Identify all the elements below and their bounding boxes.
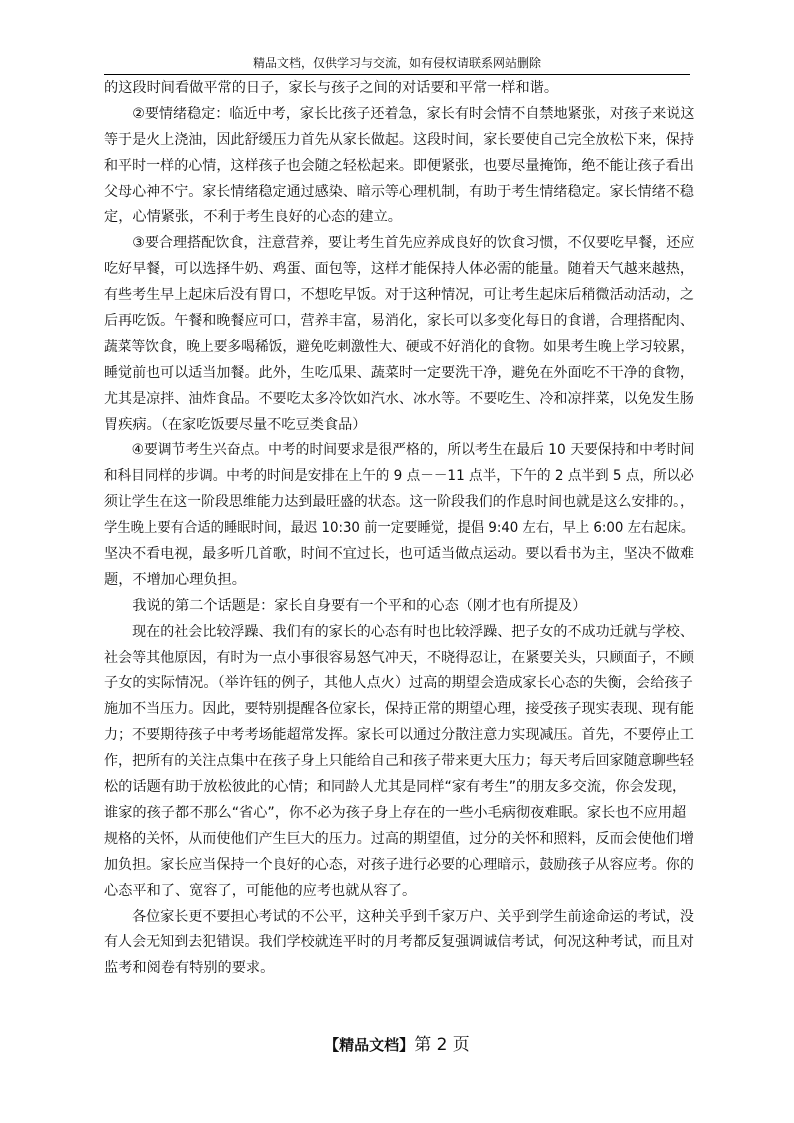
text-line: 社会等其他原因，有时为一点小事很容易怒气冲天，不晓得忍让，在紧要关头，只顾面子，不顾 bbox=[104, 649, 694, 666]
text-line: 有人会无知到去犯错误。我们学校就连平时的月考都反复强调诚信考试，何况这种考试，而且对 bbox=[104, 934, 694, 951]
text-line: 胃疾病。（在家吃饭要尽量不吃豆类食品） bbox=[104, 416, 367, 433]
text-line: 规格的关怀，从而使他们产生巨大的压力。过高的期望值，过分的关怀和照料，反而会使他们增 bbox=[104, 830, 694, 847]
text-line: 监考和阅卷有特别的要求。 bbox=[104, 960, 275, 977]
text-line: 等于是火上浇油，因此舒缓压力首先从家长做起。这段时间，家长要使自己完全放松下来，保持 bbox=[104, 131, 694, 148]
text-line: 和科目同样的步调。中考的时间是安排在上午的 9 点－－11 点半，下午的 2 点半到 5 点，所以必 bbox=[104, 468, 694, 485]
page-number: 第 2 页 bbox=[414, 1035, 470, 1055]
text-line: 坚决不看电视，最多听几首歌，时间不宜过长，也可适当做点运动。要以看书为主，坚决不做难 bbox=[104, 546, 694, 563]
text-line: 各位家长更不要担心考试的不公平，这种关乎到千家万户、关乎到学生前途命运的考试，没 bbox=[132, 908, 694, 925]
text-line: 现在的社会比较浮躁、我们有的家长的心态有时也比较浮躁、把子女的不成功迁就与学校、 bbox=[132, 623, 694, 640]
text-line: 学生晚上要有合适的睡眠时间，最迟 10:30 前一定要睡觉，提倡 9:40 左右，早上 6:00 左右起床。 bbox=[104, 520, 695, 537]
text-line: 须让学生在这一阶段思维能力达到最旺盛的状态。这一阶段我们的作息时间也就是这么安排的。， bbox=[104, 494, 694, 511]
page-header: 精品文档，仅供学习与交流，如有侵权请联系网站删除 bbox=[252, 56, 541, 70]
text-line: 蔬菜等饮食，晚上要多喝稀饭，避免吃刺激性大、硬或不好消化的食物。如果考生晚上学习较累， bbox=[104, 338, 695, 355]
text-line: 的这段时间看做平常的日子，家长与孩子之间的对话要和平常一样和谐。 bbox=[104, 80, 559, 96]
text-line: 父母心神不宁。家长情绪稳定通过感染、暗示等心理机制，有助于考生情绪稳定。家长情绪不稳 bbox=[104, 183, 694, 200]
text-line: 尤其是凉拌、油炸食品。不要吃太多冷饮如汽水、冰水等。不要吃生、冷和凉拌菜，以免发生肠 bbox=[104, 390, 694, 407]
text-line: 子女的实际情况。（举许钰的例子，其他人点火）过高的期望会造成家长心态的失衡，会给孩子 bbox=[104, 675, 693, 692]
text-line: 后再吃饭。午餐和晚餐应可口，营养丰富，易消化，家长可以多变化每日的食谱，合理搭配肉、 bbox=[104, 313, 694, 330]
footer-tag: 【精品文档】 bbox=[324, 1036, 415, 1054]
header-rule bbox=[104, 74, 690, 75]
text-line: 吃好早餐，可以选择牛奶、鸡蛋、面包等，这样才能保持人体必需的能量。随着天气越来越热， bbox=[104, 261, 694, 278]
text-line: 定，心情紧张，不利于考生良好的心态的建立。 bbox=[104, 209, 402, 226]
text-line: 力；不要期待孩子中考考场能超常发挥。家长可以通过分散注意力实现减压。首先，不要停止工 bbox=[104, 727, 694, 744]
text-line: 和平时一样的心情，这样孩子也会随之轻松起来。即便紧张，也要尽量掩饰，绝不能让孩子看出 bbox=[104, 157, 694, 174]
text-line: 施加不当压力。因此，要特别提醒各位家长，保持正常的期望心理，接受孩子现实表现、现有能 bbox=[104, 701, 694, 718]
text-line: 心态平和了、宽容了，可能他的应考也就从容了。 bbox=[104, 882, 417, 899]
text-line: ②要情绪稳定：临近中考，家长比孩子还着急，家长有时会情不自禁地紧张，对孩子来说这 bbox=[132, 105, 695, 122]
text-line: ③要合理搭配饮食，注意营养，要让考生首先应养成良好的饮食习惯，不仅要吃早餐，还应 bbox=[132, 235, 695, 252]
text-line: 谁家的孩子都不那么“省心”，你不必为孩子身上存在的一些小毛病彻夜难眠。家长也不应用超 bbox=[104, 804, 687, 821]
text-line: ④要调节考生兴奋点。中考的时间要求是很严格的，所以考生在最后 10 天要保持和中考时间 bbox=[131, 442, 695, 459]
text-line: 有些考生早上起床后没有胃口，不想吃早饭。对于这种情况，可让考生起床后稍微活动活动，之 bbox=[104, 287, 694, 304]
text-line: 我说的第二个话题是：家长自身要有一个平和的心态（刚才也有所提及） bbox=[132, 597, 587, 614]
text-line: 松的话题有助于放松彼此的心情；和同龄人尤其是同样“家有考生”的朋友多交流，你会发现， bbox=[104, 779, 687, 796]
text-line: 题，不增加心理负担。 bbox=[104, 571, 246, 588]
text-line: 睡觉前也可以适当加餐。此外，生吃瓜果、蔬菜时一定要洗干净，避免在外面吃不干净的食物， bbox=[104, 364, 694, 381]
text-line: 作，把所有的关注点集中在孩子身上只能给自己和孩子带来更大压力；每天考后回家随意聊些轻 bbox=[104, 753, 694, 770]
document-body bbox=[104, 76, 694, 982]
page-footer bbox=[0, 1034, 794, 1056]
text-line: 加负担。家长应当保持一个良好的心态，对孩子进行必要的心理暗示，鼓励孩子从容应考。你的 bbox=[104, 856, 694, 873]
